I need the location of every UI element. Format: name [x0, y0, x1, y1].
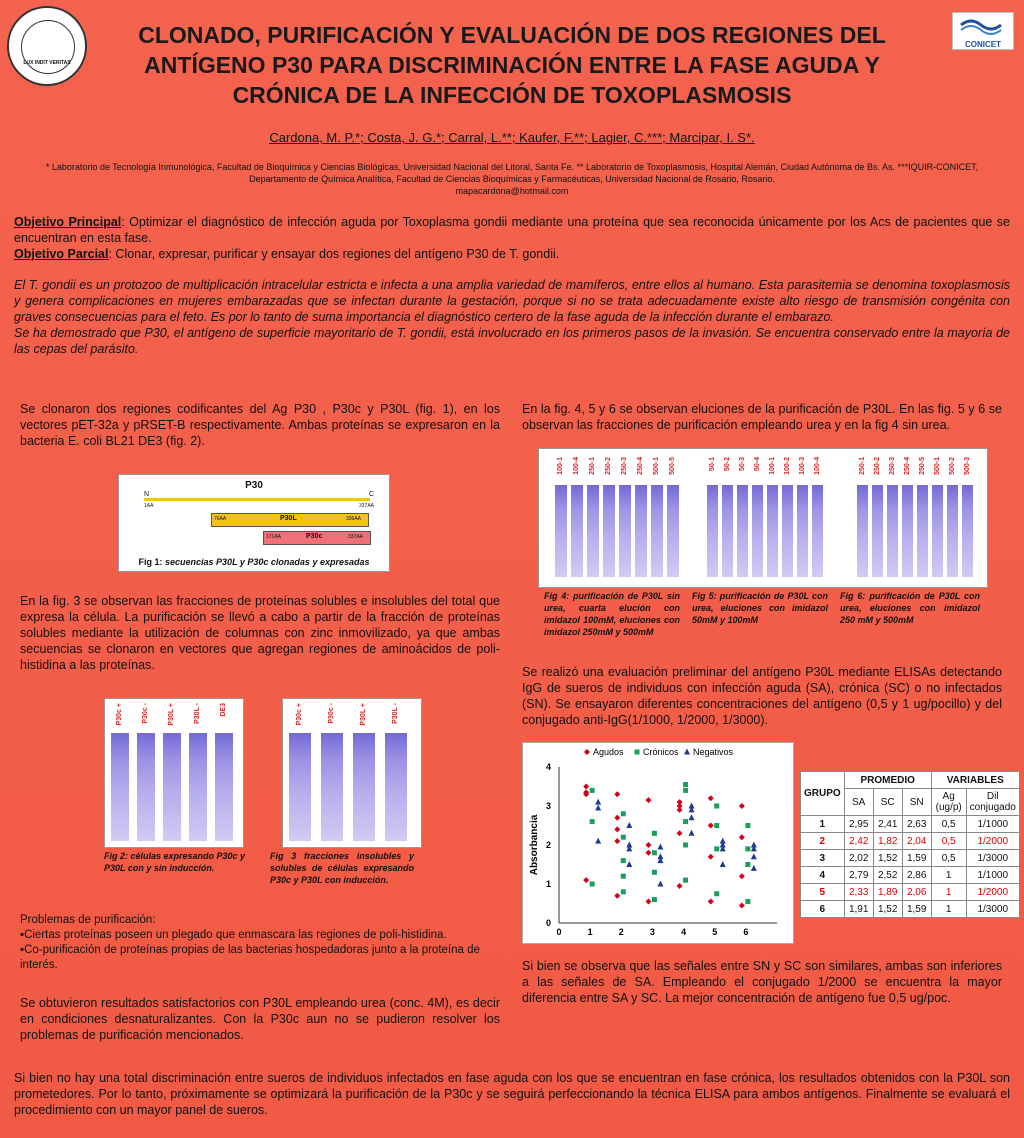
gel-lane: [932, 485, 943, 577]
fig2-caption: Fig 2: células expresando P30c y P30L con y sin inducción.: [104, 851, 246, 873]
th-sn: SN: [902, 789, 931, 816]
figure-1: [118, 474, 390, 572]
gel-lane-label: DE3: [220, 703, 227, 717]
gel-lane: [587, 485, 599, 577]
data-point: [745, 899, 750, 904]
data-point: [657, 843, 663, 849]
data-point: [595, 804, 601, 810]
data-point: [595, 838, 601, 844]
n-terminal: N: [144, 491, 150, 498]
conicet-text: CONICET: [965, 40, 1001, 49]
data-point: [708, 795, 714, 801]
data-point: [657, 881, 663, 887]
legend-marker: [684, 749, 690, 755]
gel-lane: [651, 485, 663, 577]
p30-bar: [144, 498, 370, 501]
y-tick-label: 4: [545, 762, 551, 772]
gel-lane-label: 250-5: [918, 457, 926, 475]
gel-lane-label: P30c +: [296, 703, 303, 726]
data-point: [708, 823, 714, 829]
gel-lane-label: 250-1: [589, 457, 596, 475]
gel-lane: [947, 485, 958, 577]
p30l-label: P30L: [280, 515, 297, 522]
data-point: [614, 838, 620, 844]
data-point: [645, 797, 651, 803]
data-point: [683, 782, 688, 787]
poster-title: CLONADO, PURIFICACIÓN Y EVALUACIÓN DE DOS REGIONES DEL ANTÍGENO P30 PARA DISCRIMINACIÓN ENTRE LA FASE AGUDA Y CRÓNICA DE LA INFECCIÓN DE TOXOPLASMOSIS: [138, 22, 886, 108]
fig4-caption: Fig 4: purificación de P30L sin urea, cuarta elución con imidazol 100mM, eluciones con imidazol 250mM y 500mM: [544, 591, 680, 637]
problems: [20, 913, 502, 973]
data-point: [645, 850, 651, 856]
y-tick-label: 2: [545, 840, 551, 850]
th-sa: SA: [844, 789, 873, 816]
data-point: [652, 831, 657, 836]
gel-lane-label: 500-1: [933, 457, 941, 475]
data-point: [614, 791, 620, 797]
th-sc: SC: [873, 789, 902, 816]
fig1-caption: Fig 1: secuencias P30L y P30c clonadas y expresadas: [138, 557, 370, 567]
gel-lane: [872, 485, 883, 577]
data-point: [720, 861, 726, 867]
data-point: [621, 835, 626, 840]
data-point: [677, 883, 683, 889]
gel-lane: [722, 485, 733, 577]
data-point: [751, 865, 757, 871]
legend-marker: [584, 749, 590, 755]
p30c-label: P30c: [306, 533, 323, 540]
gel-lane-label: 50-4: [753, 457, 761, 472]
gel-lane-label: 100-2: [783, 457, 791, 475]
right-p3: Si bien se observa que las señales entre SN y SC son similares, ambas son inferiores a las señales de SA. Empleando el conjugado 1/2000 se encuentra la mayor diferencia entre SA y SC. La mejor concentración de antígeno fue 0,5 ug/poc.: [522, 959, 1002, 1005]
gel-lane: [635, 485, 647, 577]
university-logo: [7, 6, 87, 86]
p30c-end: 337AA: [348, 534, 364, 540]
left-p2: En la fig. 3 se observan las fracciones de proteínas solubles e insolubles del total que expresa la célula. La purificación se llevó a cabo a partir de la fracción de proteínas solubles mediante la utilización de columnas con zinc inmovilizado, ya que ambas secuencias se clonaron en vectores que agregan regiones de aminoácidos de poli-histidina a las proteínas.: [20, 594, 500, 672]
data-point: [590, 882, 595, 887]
data-point: [645, 842, 651, 848]
th-promedio: PROMEDIO: [844, 772, 931, 789]
data-point: [689, 830, 695, 836]
p30l-end: 336AA: [346, 516, 362, 522]
data-point: [751, 853, 757, 859]
gel-lane: [667, 485, 679, 577]
th-grupo: GRUPO: [801, 772, 845, 816]
data-point: [714, 891, 719, 896]
y-tick-label: 3: [545, 801, 551, 811]
data-point: [714, 846, 719, 851]
elisa-scatter-svg: [523, 743, 793, 943]
data-point: [677, 830, 683, 836]
gel-lane: [707, 485, 718, 577]
p30l-start: 76AA: [214, 516, 227, 522]
data-point: [621, 811, 626, 816]
gel-lane-label: 50-3: [738, 457, 746, 472]
objective-partial-text: : Clonar, expresar, purificar y ensayar dos regiones del antígeno P30 de T. gondii.: [108, 247, 560, 261]
gel-lane: [782, 485, 793, 577]
fig6-caption: Fig 6: purificación de P30L con urea, eluciones con imidazol 250 mM y 500mM: [840, 591, 980, 625]
table-row: 6 1,91 1,52 1,59 1 1/3000: [801, 901, 1020, 918]
gel-lane-label: 250-1: [858, 457, 866, 475]
data-point: [583, 784, 589, 790]
data-point: [645, 899, 651, 905]
gel-lane-label: 50-2: [723, 457, 731, 472]
gel-lane: [619, 485, 631, 577]
data-point: [708, 854, 714, 860]
fig5-caption: Fig 5: purificación de P30L con urea, eluciones con imidazol 50mM y 100mM: [692, 591, 828, 625]
gel-lane-label: 100-1: [768, 457, 776, 475]
results-table-wrap: [800, 771, 1020, 918]
gel-lane-label: P30c -: [142, 703, 149, 724]
x-tick-label: 2: [618, 927, 624, 937]
gel-lane-label: P30L +: [360, 703, 367, 726]
gel-lane-label: 100-3: [798, 457, 806, 475]
th-dil: Dil conjugado: [966, 789, 1019, 816]
data-point: [590, 819, 595, 824]
authors: Cardona, M. P.*; Costa, J. G.*; Carral, L.**; Kaufer, F.**; Lagier, C.***; Marcipar, I. S*.: [269, 130, 755, 145]
p30-start: 1AA: [144, 503, 154, 509]
data-point: [621, 874, 626, 879]
data-point: [683, 843, 688, 848]
data-point: [652, 850, 657, 855]
affiliation-text: * Laboratorio de Tecnología Inmunológica, Facultad de Bioquímica y Ciencias Biológicas, Universidad Nacional del Litoral, Santa Fe. ** Laboratorio de Toxoplasmosis, Hospital Alemán, Ciudad Autónoma de Bs. As. ***IQUIR-CONICET, Departamento de Química Analítica, Facultad de Ciencias Bioquímicas y Farmacéuticas, Universidad Nacional de Rosario, Rosario.: [45, 162, 979, 184]
table-row: 5 2,33 1,89 2,06 1 1/2000: [801, 884, 1020, 901]
data-point: [739, 803, 745, 809]
p30-end: 337AA: [359, 503, 375, 509]
y-axis-title: Absorbancia: [529, 814, 540, 876]
problem-1: ▪Ciertas proteínas poseen un plegado que enmascara las regiones de poli-histidina.: [20, 929, 447, 941]
th-ag: Ag (ug/p): [931, 789, 966, 816]
legend-label: Negativos: [693, 747, 734, 757]
gel-lane: [737, 485, 748, 577]
gel-lane-label: P30c -: [328, 703, 335, 724]
gel-lane: [797, 485, 808, 577]
figure-4-gel: [549, 455, 685, 583]
data-point: [745, 862, 750, 867]
data-point: [739, 873, 745, 879]
right-p2: Se realizó una evaluación preliminar del antígeno P30L mediante ELISAs detectando IgG de sueros de individuos con infección aguda (SA), crónica (SC) o no infectados (SN). Se ensayaron diferentes concentraciones del antígeno (0,5 y 1 ug/pocillo) y del conjugado anti-IgG(1/1000, 1/2000, 1/3000).: [522, 665, 1002, 727]
data-point: [677, 807, 683, 813]
gel-lane-label: P30c +: [116, 703, 123, 726]
figure-6-gel: [851, 455, 975, 583]
table-row: 2 2,42 1,82 2,04 0,5 1/2000: [801, 833, 1020, 850]
right-p1: En la fig. 4, 5 y 6 se observan eluciones de la purificación de P30L. En las fig. 5 y 6 se observan las fracciones de purificación empleando urea y en la fig 4 sin urea.: [522, 402, 1002, 432]
data-point: [614, 893, 620, 899]
gel-lane: [887, 485, 898, 577]
data-point: [652, 897, 657, 902]
gel-lane: [603, 485, 615, 577]
legend-marker: [635, 750, 640, 755]
left-p1: Se clonaron dos regiones codificantes del Ag P30 , P30c y P30L (fig. 1), en los vectores pET-32a y pRSET-B respectivamente. Ambas proteínas se expresaron en la bacteria E. coli BL21 DE3 (fig. 2).: [20, 402, 500, 448]
gel-lane: [917, 485, 928, 577]
data-point: [708, 899, 714, 905]
elisa-chart: [522, 742, 794, 944]
gel-lane: [752, 485, 763, 577]
data-point: [626, 822, 632, 828]
gel-lane-label: 100-1: [557, 457, 564, 475]
table-row: 3 2,02 1,52 1,59 0,5 1/3000: [801, 850, 1020, 867]
conicet-logo: [952, 12, 1014, 50]
x-tick-label: 0: [556, 927, 562, 937]
gel-lane-label: 250-2: [605, 457, 612, 475]
y-tick-label: 1: [545, 879, 551, 889]
gel-lane-label: 500-3: [963, 457, 971, 475]
data-point: [689, 814, 695, 820]
p30c-start: 171AA: [266, 534, 282, 540]
data-point: [739, 834, 745, 840]
gel-lane-label: P30L -: [392, 703, 399, 724]
p30-label: P30: [245, 480, 263, 491]
gel-lane-label: 100-4: [813, 457, 821, 475]
data-point: [714, 823, 719, 828]
th-variables: VARIABLES: [931, 772, 1019, 789]
figure-5-gel: [701, 455, 825, 583]
x-tick-label: 3: [649, 927, 655, 937]
gel-lane-label: 50-1: [708, 457, 716, 472]
data-point: [621, 858, 626, 863]
problems-title: Problemas de purificación:: [20, 914, 156, 926]
gel-lane-label: 100-4: [573, 457, 580, 475]
legend-label: Crónicos: [643, 747, 679, 757]
data-point: [683, 788, 688, 793]
gel-lane-label: 500-1: [653, 457, 660, 475]
gel-lane-label: 500-2: [948, 457, 956, 475]
gel-lane-label: 250-2: [873, 457, 881, 475]
data-point: [714, 804, 719, 809]
intro-p1: El T. gondii es un protozoo de multiplicación intracelular estricta e infecta a una amplia variedad de mamíferos, entre ellos al humano. Esta parasitemia se denomina toxoplasmosis y genera complicaciones en mujeres embarazadas que se infectan durante la gestación, porque si no se trata adecuadamente existe alto riesgo de transmisión congénita con graves consecuencias para el feto. Es por lo tanto de suma importancia el diagnóstico certero de la fase aguda de la infección durante el embarazo.: [14, 278, 1010, 324]
objective-partial-label: Objetivo Parcial: [14, 247, 109, 261]
data-point: [683, 819, 688, 824]
data-point: [614, 815, 620, 821]
email: mapacardona@hotmail.com: [455, 186, 569, 196]
data-point: [745, 846, 750, 851]
c-terminal: C: [369, 491, 375, 498]
gel-lane-label: 250-4: [637, 457, 644, 475]
legend-label: Agudos: [593, 747, 624, 757]
data-point: [683, 878, 688, 883]
data-point: [614, 826, 620, 832]
objective-main-text: : Optimizar el diagnóstico de infección aguda por Toxoplasma gondii mediante una proteína que sea reconocida únicamente por los Acs de pacientes que se encuentran en esta fase.: [14, 215, 1011, 245]
gel-lane: [812, 485, 823, 577]
x-tick-label: 5: [712, 927, 718, 937]
logo-motto: LUX INDIT VERITAS: [23, 60, 71, 66]
conclusion: Si bien no hay una total discriminación entre sueros de individuos infectados en fase aguda con los que se encuentran en fase crónica, los resultados obtenidos con la P30L son prometedores. Por lo tanto, próximamente se optimizará la purificación de la P30c y se seguirá perfeccionando la técnica ELISA para ambos antígenos. Finalmente se evaluará el procedimiento con un mayor panel de sueros.: [14, 1071, 1010, 1117]
gel-lane: [902, 485, 913, 577]
gel-lane-label: 250-4: [903, 457, 911, 475]
gel-lane-label: P30L +: [168, 703, 175, 726]
y-tick-label: 0: [545, 918, 551, 928]
x-tick-label: 1: [587, 927, 593, 937]
gel-lane: [962, 485, 973, 577]
data-point: [745, 823, 750, 828]
affiliations: [30, 161, 994, 197]
table-row: 4 2,79 2,52 2,86 1 1/1000: [801, 867, 1020, 884]
gel-lane: [767, 485, 778, 577]
gel-lane-label: 250-3: [621, 457, 628, 475]
data-point: [626, 861, 632, 867]
objectives: [14, 214, 1010, 262]
figure-2-3-panel: [104, 700, 420, 845]
gel-lane-label: 500-5: [669, 457, 676, 475]
intro-p2: Se ha demostrado que P30, el antígeno de superficie mayoritario de T. gondii, está involucrado en los primeros pasos de la invasión. Se encuentra conservado entre la mayoría de las cepas del parásito.: [14, 326, 1010, 356]
data-point: [595, 799, 601, 805]
gel-lane: [555, 485, 567, 577]
problem-2: ▪Co-purificación de proteínas propias de las bacterias hospedadoras junto a la proteína de interés.: [20, 944, 480, 971]
conicet-wave-icon: [953, 13, 1013, 35]
objective-main-label: Objetivo Principal: [14, 215, 122, 229]
data-point: [652, 870, 657, 875]
gel-lane-label: 250-3: [888, 457, 896, 475]
data-point: [621, 889, 626, 894]
left-p3: Se obtuvieron resultados satisfactorios con P30L empleando urea (conc. 4M), es decir en condiciones desnaturalizantes. Con la P30c aun no se pudieron resolver los problemas de purificación mencionados.: [20, 996, 500, 1042]
introduction: [14, 277, 1010, 357]
gel-lane: [857, 485, 868, 577]
p30l-bar: [211, 513, 369, 527]
data-point: [583, 877, 589, 883]
data-point: [739, 902, 745, 908]
x-tick-label: 4: [681, 927, 687, 937]
figures-4-6-panel: [538, 448, 988, 588]
results-table: [800, 771, 1020, 918]
data-point: [590, 788, 595, 793]
table-row: 1 2,95 2,41 2,63 0,5 1/1000: [801, 816, 1020, 833]
gel-lane: [571, 485, 583, 577]
fig3-caption: Fig 3 fracciones insolubles y solubles de células expresando P30c y P30L con inducción.: [270, 851, 414, 885]
gel-lane-label: P30L -: [194, 703, 201, 724]
p30c-bar: [263, 531, 371, 545]
x-tick-label: 6: [743, 927, 749, 937]
